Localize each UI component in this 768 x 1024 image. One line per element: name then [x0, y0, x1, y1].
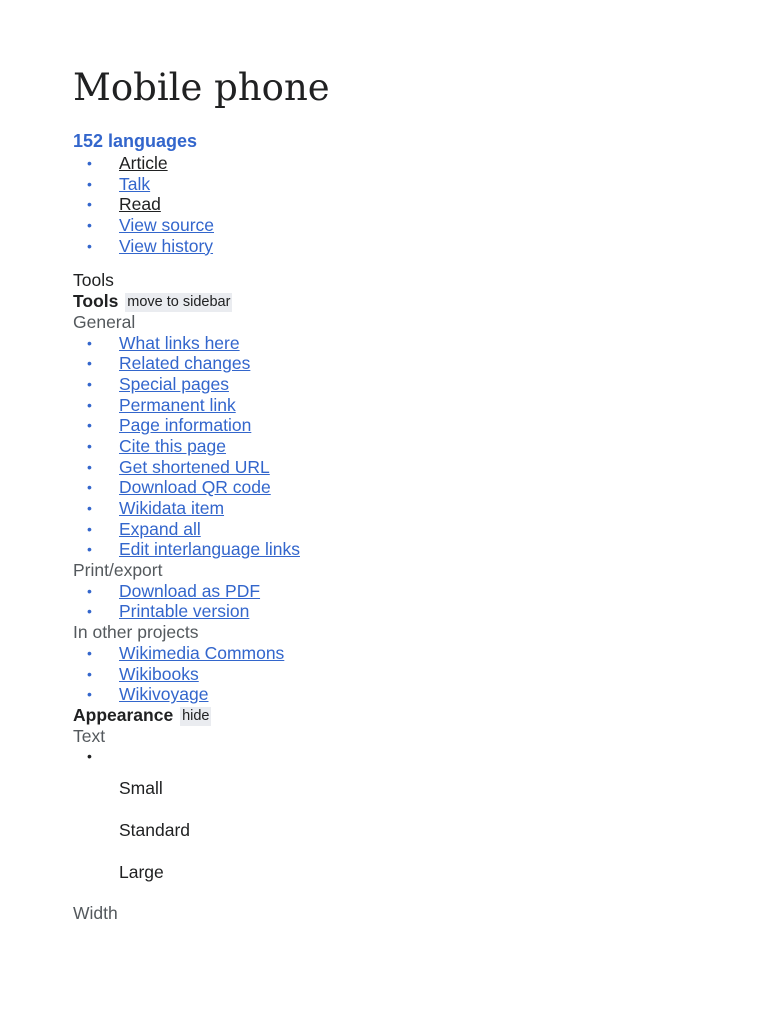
expand-all-link[interactable]: Expand all	[119, 518, 201, 539]
bullet-icon: •	[87, 520, 92, 537]
spacer	[73, 256, 733, 270]
related-changes-link[interactable]: Related changes	[119, 353, 251, 374]
text-size-large-label: Large	[119, 861, 164, 882]
text-size-small-label: Small	[119, 777, 163, 798]
tab-view-source-link[interactable]: View source	[119, 215, 215, 236]
get-shortened-url-link[interactable]: Get shortened URL	[119, 456, 270, 477]
tool-item	[73, 395, 733, 416]
tool-item	[73, 477, 733, 498]
other-projects-list	[73, 643, 733, 705]
tools-menu-header	[73, 291, 733, 312]
tool-item	[73, 664, 733, 685]
print-export-heading: Print/export	[73, 560, 163, 581]
tool-item	[73, 601, 733, 622]
bullet-icon: •	[87, 196, 92, 213]
bullet-icon: •	[87, 458, 92, 475]
bullet-icon: •	[87, 155, 92, 171]
appearance-title: Appearance	[73, 704, 174, 725]
bullet-icon: •	[87, 541, 92, 558]
text-size-standard-option[interactable]	[73, 809, 733, 851]
text-size-large-option[interactable]	[73, 851, 733, 893]
tab-article	[73, 153, 733, 174]
bullet-icon: •	[87, 375, 92, 392]
bullet-icon: •	[87, 500, 92, 516]
general-heading: General	[73, 311, 136, 332]
tools-dropdown-label[interactable]: Tools	[73, 270, 114, 291]
page-tabs-list	[73, 153, 733, 256]
bullet-icon: •	[87, 686, 92, 703]
bullet-icon: •	[87, 437, 92, 454]
tab-article-link[interactable]: Article	[119, 153, 168, 173]
tab-view-history-link[interactable]: View history	[119, 235, 214, 256]
what-links-here-link[interactable]: What links here	[119, 332, 240, 353]
tool-item	[73, 415, 733, 436]
tool-item	[73, 498, 733, 519]
bullet-icon: •	[87, 175, 92, 192]
general-tools-list	[73, 333, 733, 561]
tools-menu-title: Tools	[73, 291, 119, 312]
tool-item	[73, 374, 733, 395]
bullet-icon: •	[87, 479, 92, 496]
bullet-icon: •	[87, 665, 92, 682]
special-pages-link[interactable]: Special pages	[119, 373, 229, 394]
wikimedia-commons-link[interactable]: Wikimedia Commons	[119, 642, 285, 663]
width-heading: Width	[73, 902, 118, 923]
text-size-heading: Text	[73, 725, 106, 746]
tool-item	[73, 519, 733, 540]
wikidata-item-link[interactable]: Wikidata item	[119, 498, 225, 518]
tab-talk	[73, 174, 733, 195]
tab-view-source	[73, 215, 733, 236]
other-projects-heading: In other projects	[73, 622, 199, 643]
wikibooks-link[interactable]: Wikibooks	[119, 663, 199, 684]
bullet-icon: •	[87, 603, 92, 620]
edit-interlanguage-links-link[interactable]: Edit interlanguage links	[119, 539, 300, 560]
text-size-item	[73, 746, 733, 767]
bullet-icon: •	[87, 582, 92, 599]
move-to-sidebar-button[interactable]: move to sidebar	[127, 294, 231, 311]
print-export-list	[73, 581, 733, 622]
page-content	[73, 60, 733, 924]
tool-item	[73, 353, 733, 374]
cite-this-page-link[interactable]: Cite this page	[119, 435, 227, 456]
text-size-standard-label: Standard	[119, 819, 191, 840]
tool-item	[73, 643, 733, 664]
bullet-icon: •	[87, 396, 92, 413]
tab-talk-link[interactable]: Talk	[119, 173, 151, 194]
wikivoyage-link[interactable]: Wikivoyage	[119, 684, 209, 705]
permanent-link[interactable]: Permanent link	[119, 394, 236, 415]
tab-read-link[interactable]: Read	[119, 194, 161, 215]
bullet-icon: •	[87, 217, 92, 234]
download-pdf-link[interactable]: Download as PDF	[119, 580, 261, 601]
tool-item	[73, 539, 733, 560]
appearance-header	[73, 705, 733, 726]
text-size-small-option[interactable]	[73, 767, 733, 809]
tool-item	[73, 457, 733, 478]
bullet-icon: •	[87, 644, 92, 661]
bullet-icon: •	[87, 237, 92, 254]
page-information-link[interactable]: Page information	[119, 415, 252, 436]
printable-version-link[interactable]: Printable version	[119, 601, 250, 622]
download-qr-code-link[interactable]: Download QR code	[119, 477, 271, 498]
bullet-icon: •	[87, 334, 92, 351]
text-size-list	[73, 746, 733, 767]
languages-button[interactable]: 152 languages	[73, 131, 198, 151]
bullet-icon: •	[87, 748, 92, 765]
bullet-icon: •	[87, 355, 92, 372]
appearance-hide-button[interactable]: hide	[182, 707, 210, 724]
tool-item	[73, 436, 733, 457]
tool-item	[73, 333, 733, 354]
tool-item	[73, 684, 733, 705]
tab-view-history	[73, 236, 733, 257]
tool-item	[73, 581, 733, 602]
tab-read	[73, 194, 733, 215]
page-title: Mobile phone	[73, 66, 330, 109]
bullet-icon: •	[87, 417, 92, 434]
